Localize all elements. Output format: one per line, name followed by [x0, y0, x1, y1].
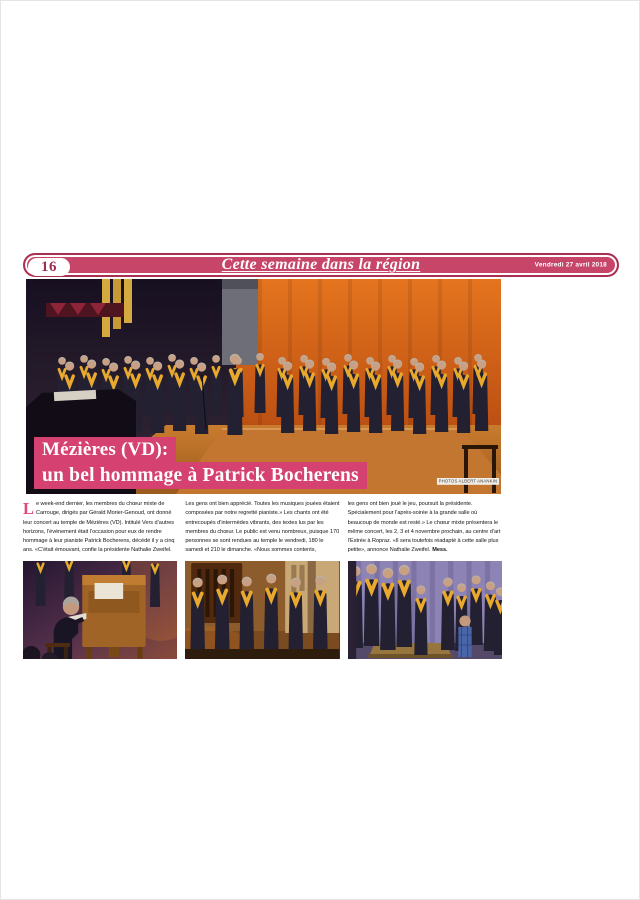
section-header-bar [23, 253, 619, 277]
article-column-2 [185, 500, 339, 556]
issue-date: Vendredi 27 avril 2018 [534, 261, 607, 269]
headline-line1: Mézières (VD): [34, 437, 176, 462]
page-number: 16 [28, 258, 70, 276]
photo-choir-row [185, 561, 339, 659]
main-photo [26, 279, 501, 494]
article-column-1 [23, 500, 177, 556]
column-3-text: les gens ont bien joué le jeu, poursuit la présidente. Spécialement pour l’après-soirée à la grande salle où beaucoup de monde est resté.» Le chœur mixte présentera le même concert, les 2, 3 et 4 novembre prochain, au centre d’art l’Estrée à Ropraz. «Il sera toutefois réadapté à cette salle plus petite», annonce Nathalie Zweifel. [347, 501, 501, 554]
section-title: Cette semaine dans la région [221, 256, 421, 273]
photo-credit: PHOTOS ALBERT ANANKIN [438, 478, 498, 484]
article-column-3 [348, 500, 502, 556]
headline-line2: un bel hommage à Patrick Bocherens [34, 462, 367, 489]
author-signature: Mess. [432, 547, 448, 554]
photo-strip [23, 561, 502, 659]
article-body [23, 500, 502, 556]
column-2-text: Les gens ont bien apprécié. Toutes les musiques jouées étaient composées par notre regretté pianiste.» Les chants ont été entrecoupés d’intermèdes vibrants, des textes lus par les membres du chœur. Le public est venu nombreux, puisque 170 personnes se sont rendues au temple le vendredi, 180 le samedi et 210 le dimanche. «Nous sommes contents, [185, 501, 340, 554]
column-1-text: e week-end dernier, les membres du chœur mixte de Carrouge, dirigés par Gérald Morier-Genoud, ont donné leur concert au temple de Mézières (VD). Intitulé Vers d’autres horizons, l’événement était l’occasion pour eux de rendre hommage à leur pianiste Patrick Bocherens, décédé il y a cinq ans. «C’était émouvant, confie la présidente Nathalie Zweifel. [23, 501, 175, 554]
drop-cap: L [23, 499, 34, 518]
photo-pianist [23, 561, 177, 659]
photo-stage-group [348, 561, 502, 659]
